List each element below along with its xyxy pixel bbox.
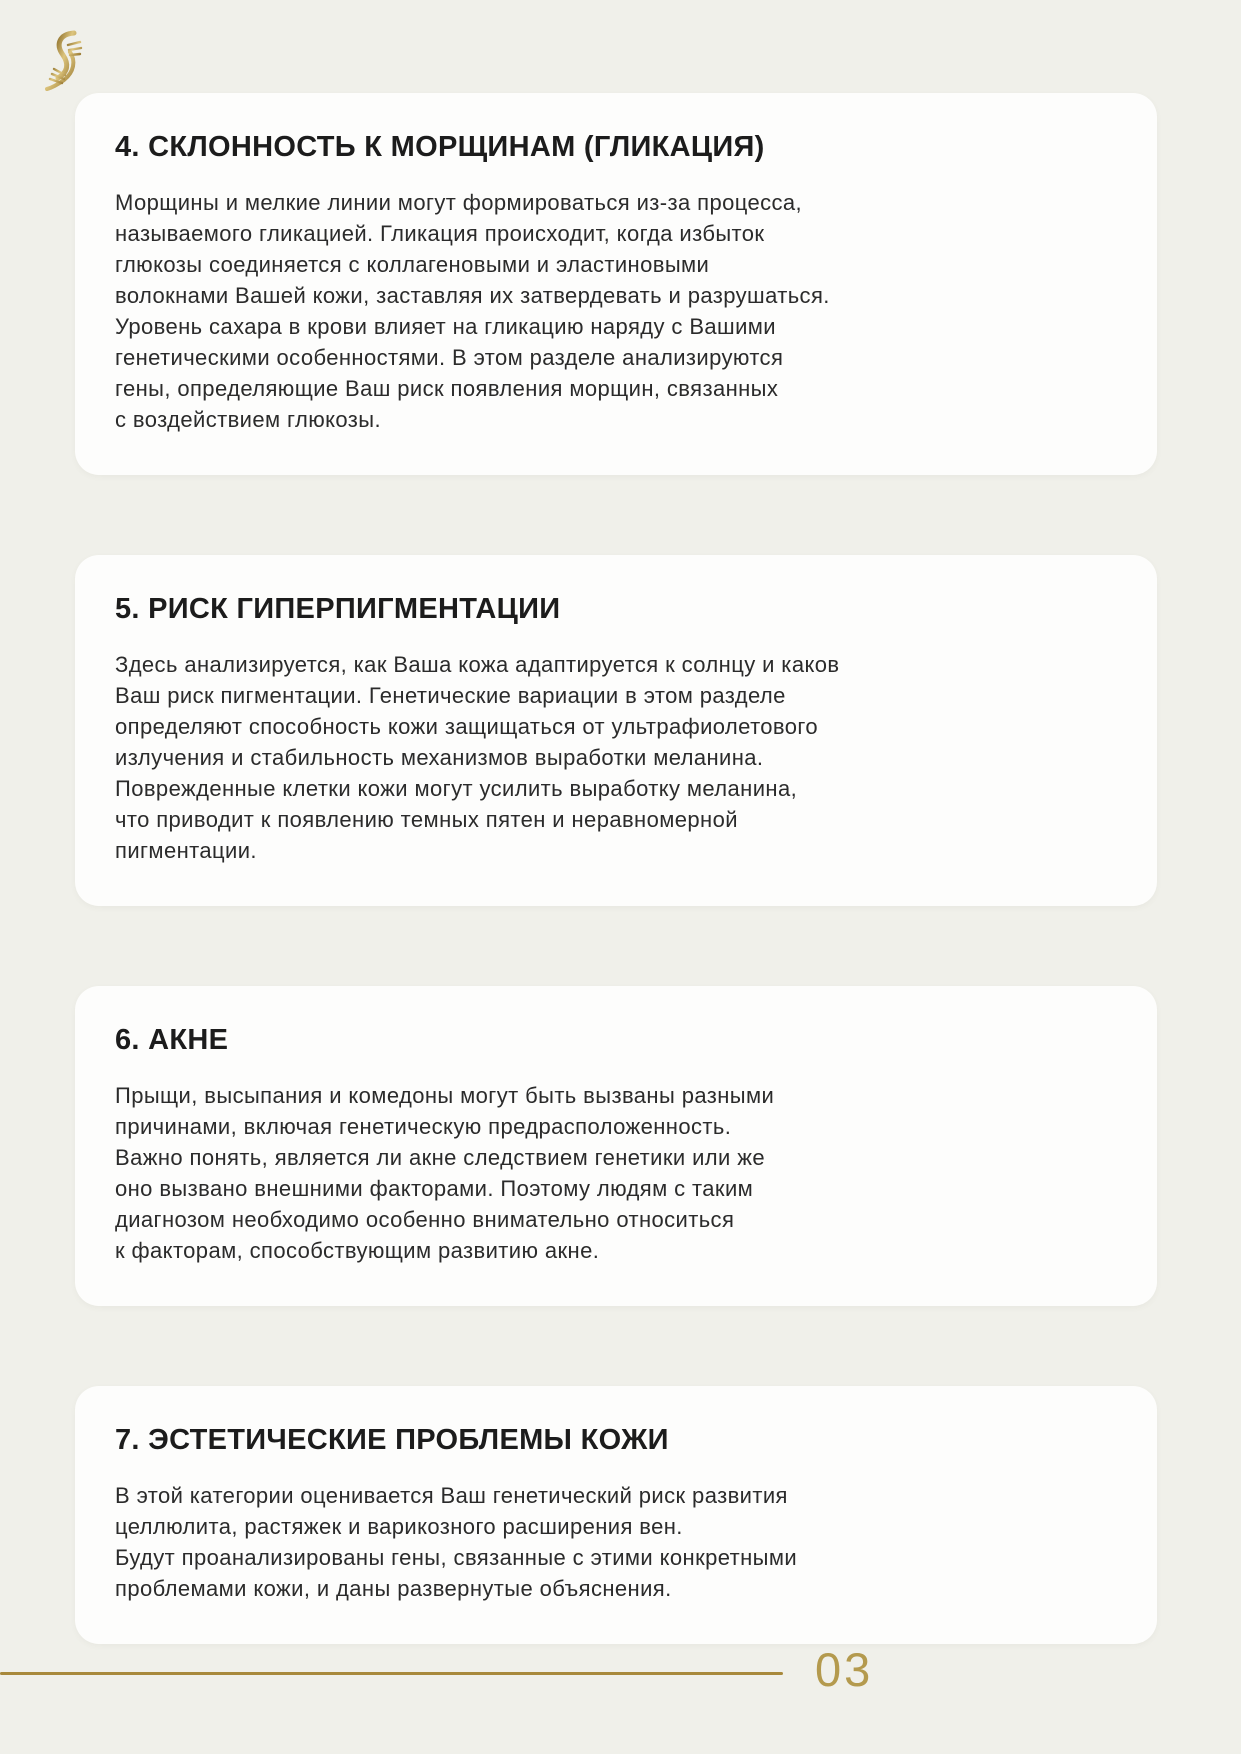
body-line: с воздействием глюкозы. xyxy=(115,407,381,432)
body-line: называемого гликацией. Гликация происходит, когда избыток xyxy=(115,221,765,246)
section-title: 5. РИСК ГИПЕРПИГМЕНТАЦИИ xyxy=(115,593,561,625)
body-line: пигментации. xyxy=(115,838,257,863)
page-number: 03 xyxy=(815,1643,874,1696)
section-title: 6. АКНЕ xyxy=(115,1024,229,1056)
body-line: к факторам, способствующим развитию акне. xyxy=(115,1238,600,1263)
section-card-6 xyxy=(75,986,1157,1306)
content-area xyxy=(75,93,1157,1644)
body-line: излучения и стабильность механизмов выработки меланина. xyxy=(115,745,764,770)
body-line: гены, определяющие Ваш риск появления морщин, связанных xyxy=(115,376,779,401)
body-line: диагнозом необходимо особенно внимательно относиться xyxy=(115,1207,735,1232)
section-body xyxy=(115,1478,1117,1604)
body-line: оно вызвано внешними факторами. Поэтому людям с таким xyxy=(115,1176,754,1201)
body-line: целлюлита, растяжек и варикозного расширения вен. xyxy=(115,1514,683,1539)
body-line: Морщины и мелкие линии могут формироваться из-за процесса, xyxy=(115,190,803,215)
body-line: Здесь анализируется, как Ваша кожа адаптируется к солнцу и каков xyxy=(115,652,840,677)
body-line: глюкозы соединяется с коллагеновыми и эластиновыми xyxy=(115,252,710,277)
section-body xyxy=(115,647,1117,866)
body-line: Будут проанализированы гены, связанные с этими конкретными xyxy=(115,1545,798,1570)
dna-helix-icon xyxy=(40,28,90,100)
body-line: Ваш риск пигментации. Генетические вариации в этом разделе xyxy=(115,683,786,708)
body-line: В этой категории оценивается Ваш генетический риск развития xyxy=(115,1483,788,1508)
section-body xyxy=(115,185,1117,435)
body-line: Уровень сахара в крови влияет на гликацию наряду с Вашими xyxy=(115,314,776,339)
section-card-4 xyxy=(75,93,1157,475)
section-card-5 xyxy=(75,555,1157,906)
body-line: волокнами Вашей кожи, заставляя их затвердевать и разрушаться. xyxy=(115,283,830,308)
section-body xyxy=(115,1078,1117,1266)
section-title: 4. СКЛОННОСТЬ К МОРЩИНАМ (ГЛИКАЦИЯ) xyxy=(115,131,765,163)
body-line: генетическими особенностями. В этом разделе анализируются xyxy=(115,345,784,370)
body-line: Поврежденные клетки кожи могут усилить выработку меланина, xyxy=(115,776,798,801)
body-line: определяют способность кожи защищаться от ультрафиолетового xyxy=(115,714,818,739)
body-line: что приводит к появлению темных пятен и неравномерной xyxy=(115,807,738,832)
section-title: 7. ЭСТЕТИЧЕСКИЕ ПРОБЛЕМЫ КОЖИ xyxy=(115,1424,669,1456)
body-line: Важно понять, является ли акне следствием генетики или же xyxy=(115,1145,765,1170)
body-line: причинами, включая генетическую предрасположенность. xyxy=(115,1114,732,1139)
body-line: проблемами кожи, и даны развернутые объяснения. xyxy=(115,1576,672,1601)
body-line: Прыщи, высыпания и комедоны могут быть вызваны разными xyxy=(115,1083,775,1108)
section-card-7 xyxy=(75,1386,1157,1644)
footer-divider-line xyxy=(0,1672,783,1675)
